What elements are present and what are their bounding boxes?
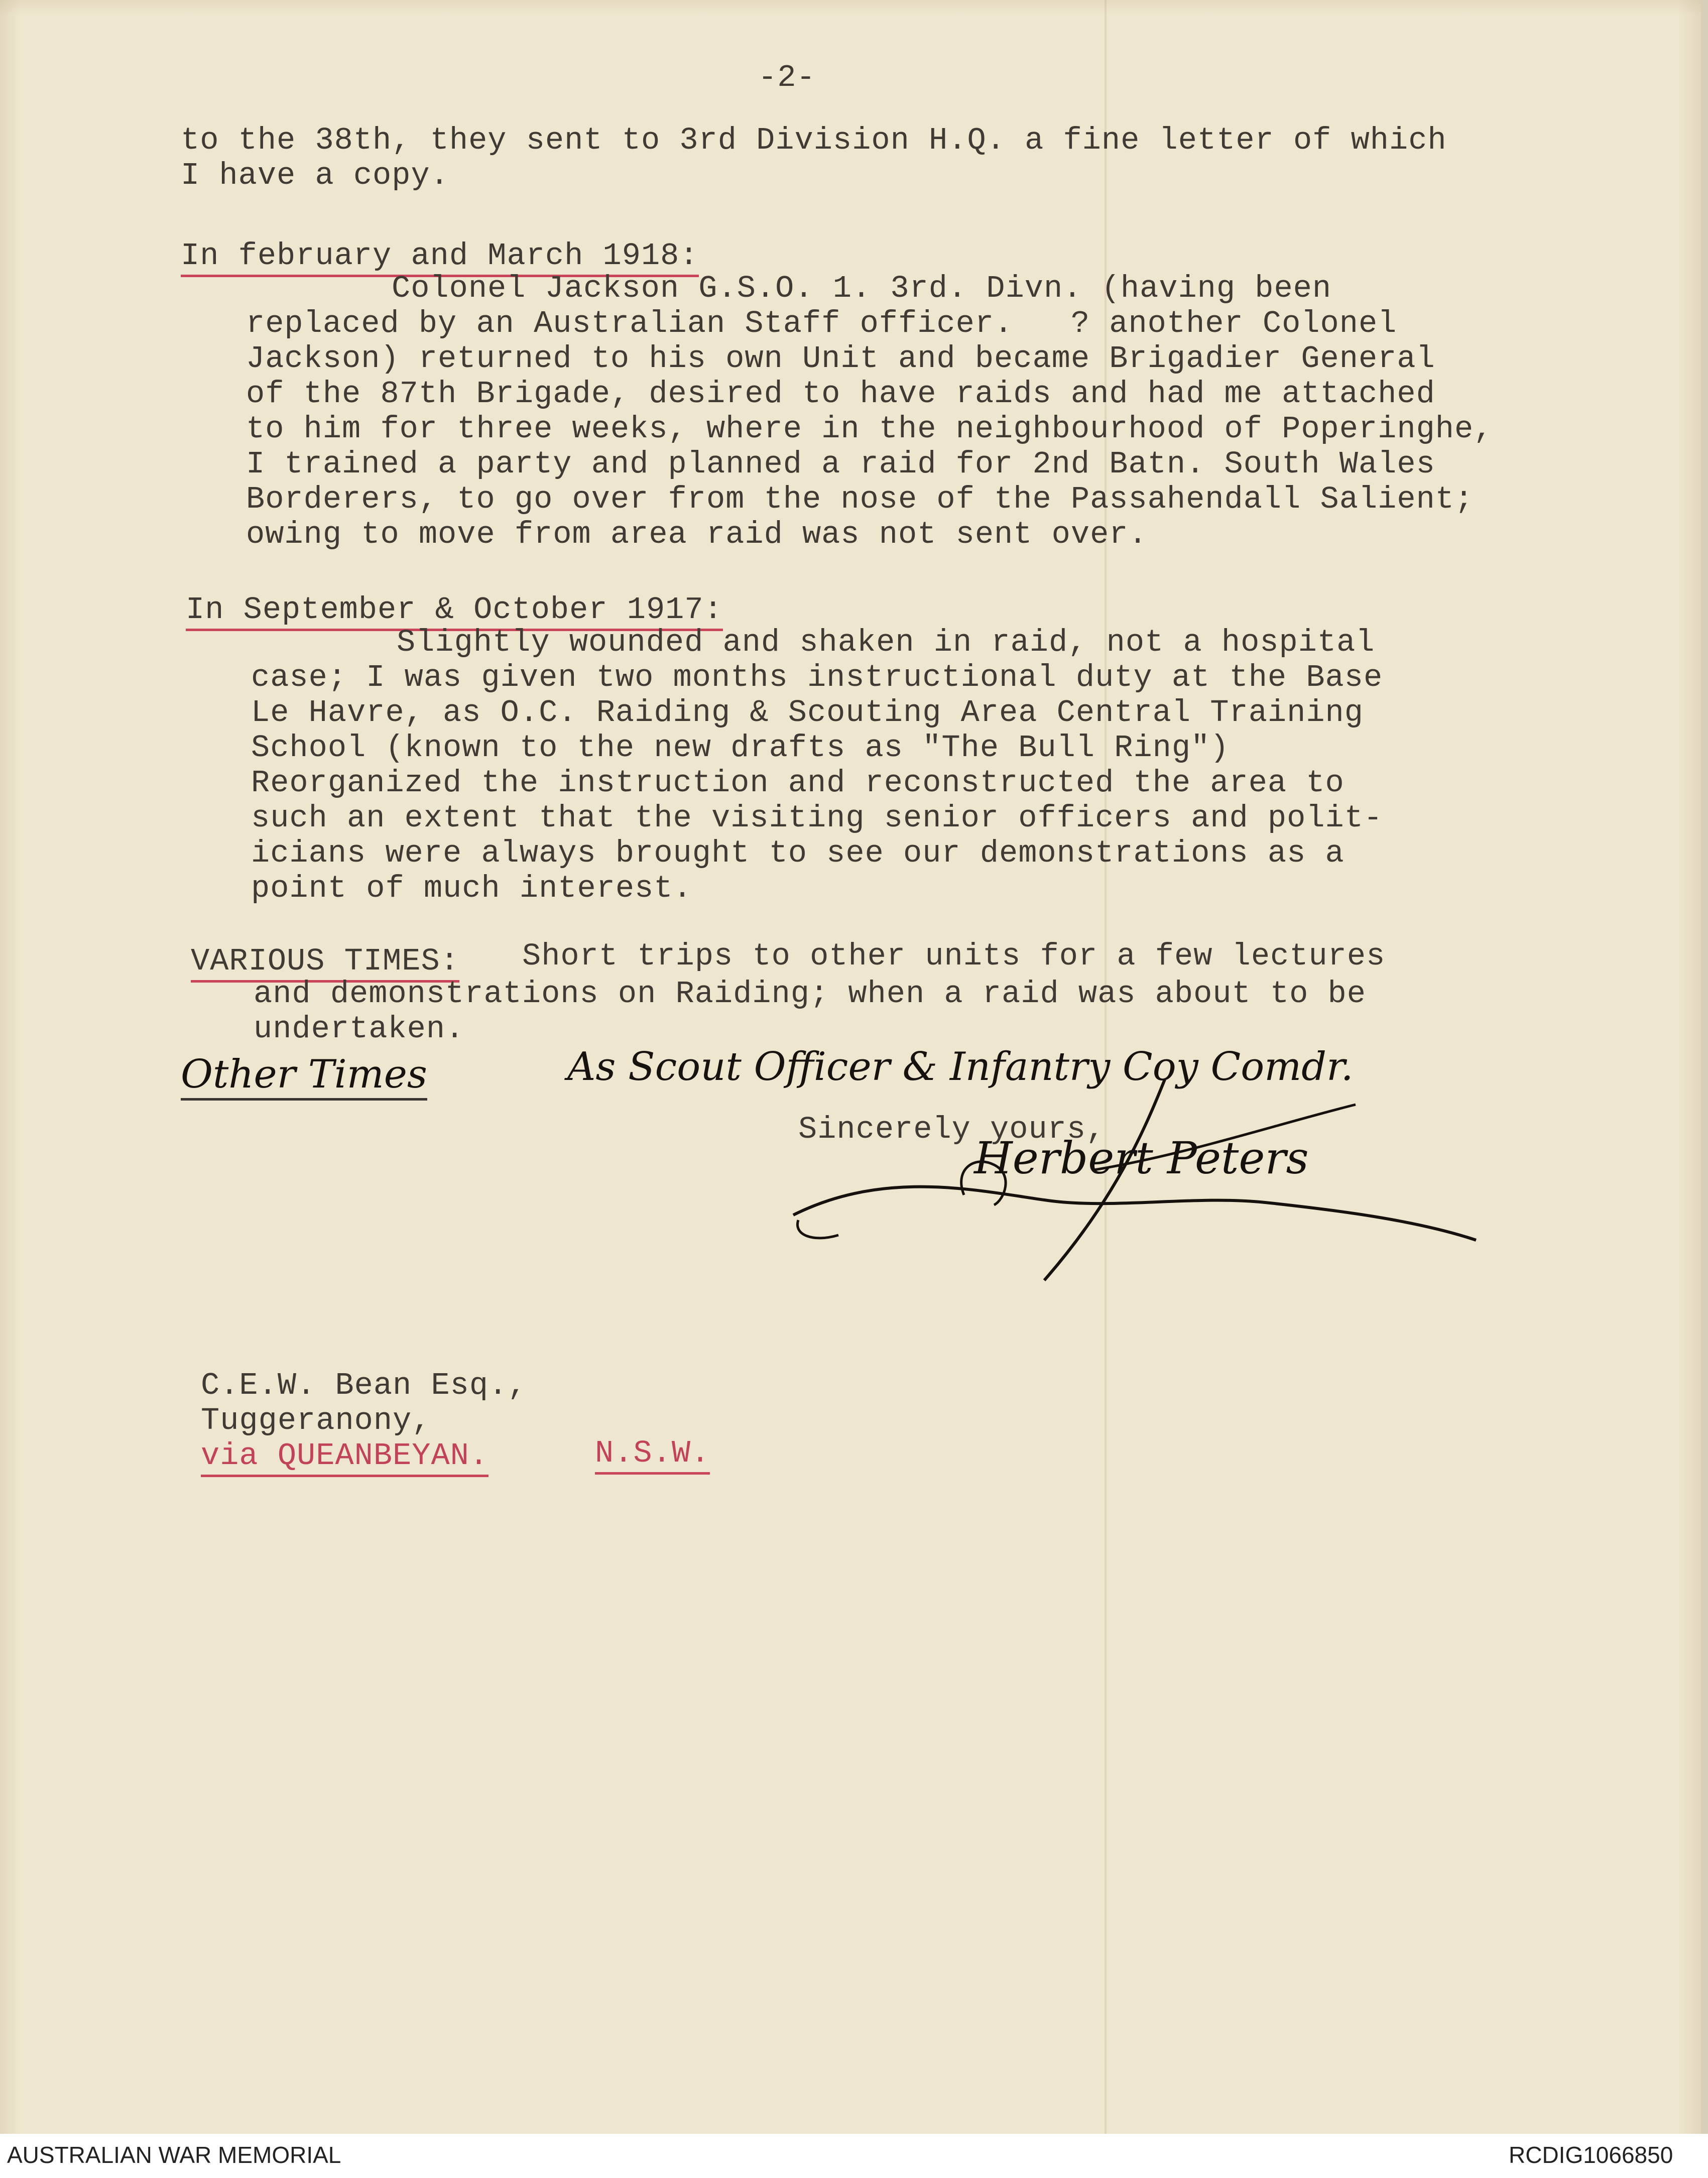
address-state: N.S.W. (595, 1436, 710, 1475)
paragraph-line: School (known to the new drafts as "The Bull Ring") (251, 730, 1230, 766)
paragraph-line: I trained a party and planned a raid for 2nd Batn. South Wales (246, 446, 1435, 482)
paragraph-line: point of much interest. (251, 871, 692, 906)
paragraph-line: icians were always brought to see our demonstrations as a (251, 835, 1345, 871)
paragraph-line: Slightly wounded and shaken in raid, not a hospital (397, 625, 1375, 660)
address-line: C.E.W. Bean Esq., (201, 1368, 527, 1403)
paragraph-line: Jackson) returned to his own Unit and became Brigadier General (246, 341, 1435, 377)
paragraph-line: Borderers, to go over from the nose of the Passahendall Salient; (246, 481, 1474, 517)
paragraph-line: Le Havre, as O.C. Raiding & Scouting Area Central Training (251, 695, 1364, 731)
footer-archive-name: AUSTRALIAN WAR MEMORIAL (7, 2142, 341, 2168)
intro-line: to the 38th, they sent to 3rd Division H.Q. a fine letter of which (181, 123, 1447, 158)
paragraph-line: owing to move from area raid was not sent over. (246, 517, 1148, 552)
intro-line: I have a copy. (181, 158, 449, 193)
paragraph-line: and demonstrations on Raiding; when a raid was about to be (254, 976, 1366, 1012)
paragraph-line: case; I was given two months instructional duty at the Base (251, 660, 1383, 695)
handwritten-note: As Scout Officer & Infantry Coy Comdr. (567, 1044, 1354, 1090)
footer-record-id: RCDIG1066850 (1509, 2142, 1673, 2168)
handwritten-heading: Other Times (181, 1052, 427, 1101)
paragraph-line: Colonel Jackson G.S.O. 1. 3rd. Divn. (having been (392, 271, 1332, 306)
section-heading-1918: In february and March 1918: (181, 238, 699, 277)
paragraph-line: of the 87th Brigade, desired to have raids and had me attached (246, 376, 1435, 412)
signature (783, 1069, 1496, 1300)
address-line: Tuggeranony, (201, 1403, 431, 1438)
paragraph-line: undertaken. (254, 1011, 465, 1047)
section-heading-various: VARIOUS TIMES: (191, 944, 459, 983)
paragraph-line: such an extent that the visiting senior officers and polit- (251, 800, 1383, 836)
paragraph-line: to him for three weeks, where in the neighbourhood of Poperinghe, (246, 411, 1493, 447)
paragraph-line: replaced by an Australian Staff officer. ? another Colonel (246, 306, 1397, 341)
section-heading-1917: In September & October 1917: (186, 592, 723, 631)
closing: Sincerely yours, (798, 1112, 1106, 1147)
paragraph-line: Short trips to other units for a few lectures (522, 938, 1386, 974)
address-town: via QUEANBEYAN. (201, 1438, 489, 1477)
signature-text: Herbert Peters (974, 1132, 1309, 1184)
paragraph-line: Reorganized the instruction and reconstructed the area to (251, 765, 1345, 801)
paper-edge (1701, 0, 1708, 2134)
page-number: -2- (758, 60, 816, 95)
